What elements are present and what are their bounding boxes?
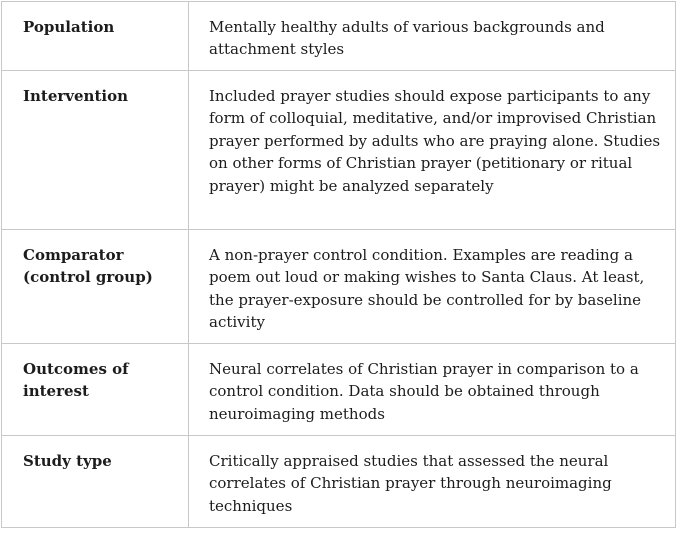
- table-body: [2, 2, 676, 528]
- row-label: Comparator (control group): [2, 230, 189, 344]
- table-row-study-type: [2, 436, 676, 528]
- row-description: A non-prayer control condition. Examples are reading a poem out loud or making wishes to Santa Claus. At least, the prayer-exposure should be controlled for by baseline activity: [189, 230, 676, 344]
- row-description: Neural correlates of Christian prayer in comparison to a control condition. Data should be obtained through neuroimaging methods: [189, 344, 676, 436]
- table-row-outcomes: [2, 344, 676, 436]
- table-row-comparator: [2, 230, 676, 344]
- pico-criteria-table: [1, 1, 676, 528]
- row-label: Population: [2, 2, 189, 71]
- row-label: Intervention: [2, 71, 189, 230]
- row-description: Mentally healthy adults of various backgrounds and attachment styles: [189, 2, 676, 71]
- row-label: Outcomes of interest: [2, 344, 189, 436]
- row-description: Included prayer studies should expose participants to any form of colloquial, meditative, and/or improvised Christian prayer performed by adults who are praying alone. Studies on other forms of Christian prayer (petitionary or ritual prayer) might be analyzed separately: [189, 71, 676, 230]
- row-label: Study type: [2, 436, 189, 528]
- row-description: Critically appraised studies that assessed the neural correlates of Christian prayer through neuroimaging techniques: [189, 436, 676, 528]
- table-row-population: [2, 2, 676, 71]
- table-row-intervention: [2, 71, 676, 230]
